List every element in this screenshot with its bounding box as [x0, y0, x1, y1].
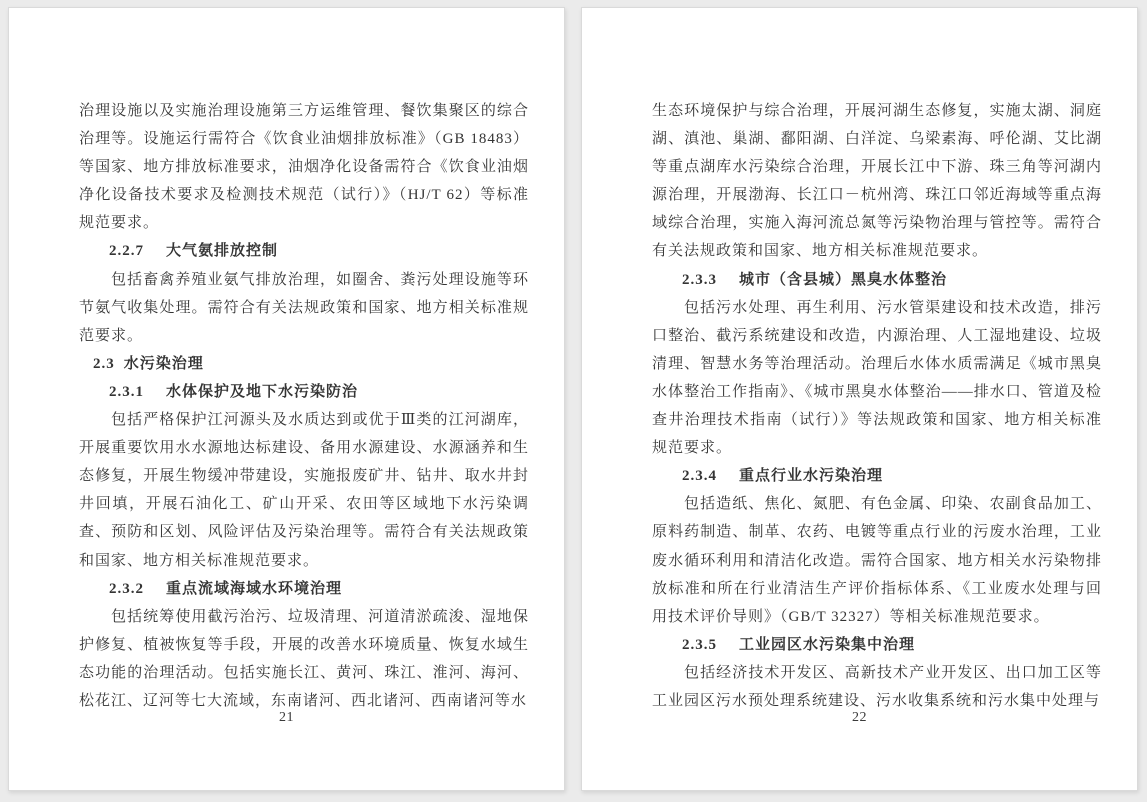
- page-number: 21: [279, 710, 294, 725]
- heading-title: 大气氨排放控制: [166, 243, 279, 260]
- paragraph: 治理设施以及实施治理设施第三方运维管理、餐饮集聚区的综合治理等。设施运行需符合《饮食业油烟排放标准》（GB 18483）等国家、地方排放标准要求，油烟净化设备需符合《饮食业油烟净化设备技术要求及检测技术规范（试行）》（HJ/T 62）等标准规范要求。: [79, 103, 529, 232]
- heading-number: 2.3.2: [109, 580, 144, 597]
- page-21-text-block: [79, 97, 529, 715]
- section-heading-2-3-4: [652, 462, 1102, 490]
- paragraph: 包括严格保护江河源头及水质达到或优于Ⅲ类的江河湖库，开展重要饮用水水源地达标建设、备用水源建设、水源涵养和生态修复，开展生物缓冲带建设，实施报废矿井、钻井、取水井封井回填，开展石油化工、矿山开采、农田等区域地下水污染调查、预防和区划、风险评估及污染治理等。需符合有关法规政策和国家、地方相关标准规范要求。: [79, 412, 529, 569]
- section-heading-2-3-1: [79, 378, 529, 406]
- section-heading-2-3-3: [652, 266, 1102, 294]
- page-number: 22: [852, 710, 867, 725]
- document-page-22: [581, 7, 1138, 791]
- heading-title: 重点流域海域水环境治理: [166, 580, 343, 597]
- paragraph: 包括经济技术开发区、高新技术产业开发区、出口加工区等工业园区污水预处理系统建设、污水收集系统和污水集中处理与: [652, 664, 1102, 709]
- heading-title: 水污染治理: [123, 355, 204, 372]
- heading-number: 2.3.4: [682, 468, 717, 485]
- paragraph: 包括统筹使用截污治污、垃圾清理、河道清淤疏浚、湿地保护修复、植被恢复等手段，开展的改善水环境质量、恢复水域生态功能的治理活动。包括实施长江、黄河、珠江、淮河、海河、松花江、辽河等七大流域，东南诸河、西北诸河、西南诸河等水: [79, 608, 529, 709]
- heading-number: 2.3.5: [682, 636, 717, 653]
- heading-number: 2.3.3: [682, 271, 717, 288]
- heading-title: 重点行业水污染治理: [739, 468, 884, 485]
- heading-title: 城市（含县城）黑臭水体整治: [739, 271, 948, 288]
- heading-number: 2.3.1: [109, 383, 144, 400]
- heading-title: 水体保护及地下水污染防治: [166, 383, 359, 400]
- paragraph: 生态环境保护与综合治理，开展河湖生态修复，实施太湖、洞庭湖、滇池、巢湖、鄱阳湖、白洋淀、乌梁素海、呼伦湖、艾比湖等重点湖库水污染综合治理，开展长江中下游、珠三角等河湖内源治理，开展渤海、长江口－杭州湾、珠江口邻近海域等重点海域综合治理，实施入海河流总氮等污染物治理与管控等。需符合有关法规政策和国家、地方相关标准规范要求。: [652, 103, 1102, 260]
- section-heading-2-3-5: [652, 631, 1102, 659]
- section-heading-2-3: [79, 350, 529, 378]
- heading-number: 2.3: [93, 355, 115, 372]
- paragraph: 包括污水处理、再生利用、污水管渠建设和技术改造，排污口整治、截污系统建设和改造，内源治理、人工湿地建设、垃圾清理、智慧水务等治理活动。治理后水体水质需满足《城市黑臭水体整治工作指南》、《城市黑臭水体整治——排水口、管道及检查井治理技术指南（试行）》等法规政策和国家、地方相关标准规范要求。: [652, 299, 1102, 457]
- heading-title: 工业园区水污染集中治理: [739, 636, 916, 653]
- section-heading-2-3-2: [79, 575, 529, 603]
- paragraph: 包括畜禽养殖业氨气排放治理，如圈舍、粪污处理设施等环节氨气收集处理。需符合有关法规政策和国家、地方相关标准规范要求。: [79, 271, 529, 344]
- paragraph: 包括造纸、焦化、氮肥、有色金属、印染、农副食品加工、原料药制造、制革、农药、电镀等重点行业的污废水治理，工业废水循环利用和清洁化改造。需符合国家、地方相关水污染物排放标准和所在行业清洁生产评价指标体系、《工业废水处理与回用技术评价导则》（GB/T 32327）等相关标准规范要求。: [652, 496, 1102, 625]
- section-heading-2-2-7: [79, 237, 529, 265]
- heading-number: 2.2.7: [109, 243, 144, 260]
- page-22-text-block: [652, 97, 1102, 715]
- document-page-21: [8, 7, 565, 791]
